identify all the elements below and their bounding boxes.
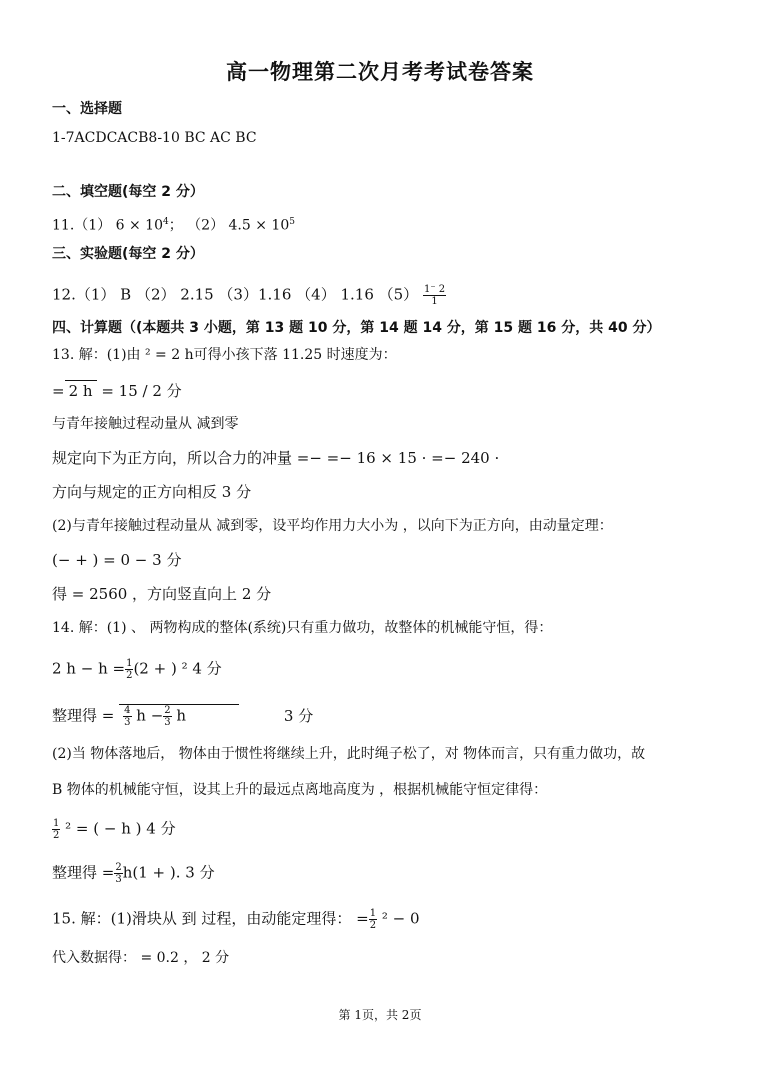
fraction: $\frac{1}{2}$ <box>369 908 377 931</box>
q14-line1: 14. 解：(1) 、 两物构成的整体(系统)只有重力做功，故整体的机械能守恒，得： <box>52 620 553 636</box>
q11-answer <box>52 212 295 236</box>
page-title: 高一物理第二次月考考试卷答案 <box>226 60 534 84</box>
section-heading-experiment: 三、实验题(每空 2 分） <box>52 246 204 262</box>
q11-part2: ； （2） 4.5 × 10 <box>168 217 290 234</box>
q13-line5: 方向与规定的正方向相反 3 分 <box>52 483 252 501</box>
q14-line3: 整理得 = $\frac{4}{3}$ h − $\frac{2}{3}$ h 3 分 <box>52 705 314 728</box>
q11-part1: 11.（1） 6 × 10 <box>52 217 163 234</box>
q13-line1: 13. 解：(1)由 ² = 2 h可得小孩下落 11.25 时速度为： <box>52 347 397 363</box>
q12-text: 12.（1） B （2） 2.15 （3）1.16 （4） 1.16 （5） <box>52 285 419 304</box>
q12-answer <box>52 284 446 307</box>
q14-line4: (2)当 物体落地后， 物体由于惯性将继续上升，此时绳子松了，对 物体而言，只有重力做功，故 <box>52 746 646 762</box>
section-heading-choice: 一、选择题 <box>52 101 122 117</box>
q11-exp1: 4 <box>162 217 169 227</box>
q11-exp2: 5 <box>289 217 295 227</box>
q15-line1: 15. 解：(1)滑块从 到 过程，由动能定理得： = $\frac{1}{2}$ ² − 0 <box>52 908 420 931</box>
q14-line5: B 物体的机械能守恒，设其上升的最远点离地高度为 ，根据机械能守恒定律得： <box>52 782 548 798</box>
q13-line6: (2)与青年接触过程动量从 减到零，设平均作用力大小为 ，以向下为正方向，由动量定理： <box>52 518 613 534</box>
q12-fraction: $\frac{1^- 2}{1}$ <box>423 284 446 307</box>
q14-line6: $\frac{1}{2}$ ² = ( − h ) 4 分 <box>53 818 176 841</box>
q13-line3: 与青年接触过程动量从 减到零 <box>52 416 239 432</box>
fraction: $\frac{2}{3}$ <box>115 862 122 885</box>
q13-line7: (− + ) = 0 − 3 分 <box>52 551 182 569</box>
fraction: $\frac{1}{2}$ <box>53 818 60 841</box>
page-footer: 第 1页，共 2页 <box>338 1008 422 1022</box>
q14-line2: 2 h − h = $\frac{1}{2}$ (2 + ) ² 4 分 <box>52 658 222 681</box>
sqrt-expression: $\frac{4}{3}$ h − $\frac{2}{3}$ h <box>119 704 239 728</box>
q13-line8: 得 = 2560 ，方向竖直向上 2 分 <box>52 585 272 603</box>
q14-line7: 整理得 = $\frac{2}{3}$ h(1 + ). 3 分 <box>52 862 215 885</box>
section-heading-calc: 四、计算题（(本题共 3 小题，第 13 题 10 分，第 14 题 14 分，第 15 题 16 分，共 40 分） <box>52 320 661 336</box>
q15-line2: 代入数据得： = 0.2 ， 2 分 <box>52 950 230 966</box>
q13-line2: = 2 h = 15 / 2 分 <box>52 382 182 400</box>
section-heading-fill: 二、填空题(每空 2 分） <box>52 184 204 200</box>
q13-line4: 规定向下为正方向，所以合力的冲量 =− =− 16 × 15 · =− 240 · <box>52 449 500 467</box>
choice-answers: 1-7ACDCACB8-10 BC AC BC <box>52 130 257 146</box>
fraction: $\frac{1}{2}$ <box>126 658 133 681</box>
sqrt-expression: 2 h <box>65 380 97 401</box>
